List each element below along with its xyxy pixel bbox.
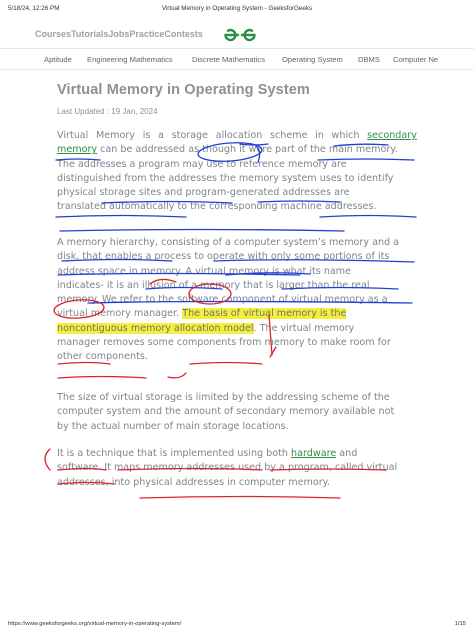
paragraph-line: address space in memory. A virtual memory is what its name [57,265,352,277]
print-date: 5/18/24, 12:26 PM [8,5,60,12]
highlighted-text: The basis of virtual memory is the [182,308,347,320]
paragraph-2 [57,236,417,365]
paragraph-line [57,307,417,321]
word: storage [171,130,209,141]
highlighted-text: noncontiguous memory allocation model [57,322,254,334]
underline-other-components [58,377,146,379]
underline-translated [60,230,344,232]
subnav-item-aptitude[interactable]: Aptitude [44,55,72,64]
text-run: . The virtual memory [253,322,355,334]
paragraph-line: disk, that enables a process to operate with only some portions of its [57,251,390,263]
word: scheme [269,130,308,141]
paragraph-line: addresses, into physical addresses in computer memory. [57,476,331,488]
underline-addresses-are [320,216,416,218]
underline-physical-storage [56,216,186,218]
text-run: and [336,448,358,459]
paragraph-line [57,143,417,157]
paragraph-line: The size of virtual storage is limited by the addressing scheme of the [57,392,390,403]
paragraph-line: indicates- it is an illusion of a memory that is larger than the real [57,279,370,291]
paragraph-line [57,322,417,336]
paragraph-line: physical storage sites and program-generated addresses are [57,187,350,199]
paragraph-line: distinguished from the addresses the memory system uses to identify [57,172,394,184]
subnav-item-engineering-mathematics[interactable]: Engineering Mathematics [87,55,173,64]
text-run: can be addressed as though it were part of the main memory. [97,144,398,156]
paragraph-line: A memory hierarchy, consisting of a computer system’s memory and a [57,237,400,248]
hardware-link[interactable]: hardware [291,448,337,459]
nav-link-courses[interactable]: Courses [35,29,72,39]
text-run: It is a technique that is implemented using both [57,448,292,459]
word: allocation [215,130,263,141]
nav-link-tutorials[interactable]: Tutorials [71,29,109,39]
print-page-number: 1/15 [454,621,466,627]
subnav-item-operating-system[interactable]: Operating System [282,55,343,64]
paragraph-line [57,129,417,143]
word: which [331,130,360,141]
tick-mark [168,373,186,378]
print-footer [8,621,466,627]
subnav-item-computer-networks[interactable]: Computer Ne [393,55,439,64]
nav-link-practice[interactable]: Practice [129,29,165,39]
paragraph-line: other components. [57,351,148,363]
article-header [57,82,417,116]
secondary-link[interactable]: secondary [367,130,417,141]
paragraph-3 [57,391,417,434]
paragraph-line: software. It maps memory addresses used by a program, called virtual [57,462,398,474]
paragraph-line: The addresses a program may use to reference memory are [57,158,347,170]
subnav-item-dbms[interactable]: DBMS [358,55,380,64]
nav-links [35,29,203,39]
nav-link-contests[interactable]: Contests [164,29,203,39]
text-run: virtual memory manager. [57,308,183,320]
word: in [315,130,324,141]
top-nav [0,24,474,46]
print-header [8,5,466,17]
memory-link[interactable]: memory [57,144,98,156]
subnav-item-discrete-mathematics[interactable]: Discrete Mathematics [192,55,266,64]
last-updated: Last Updated : 19 Jan, 2024 [57,107,158,116]
paragraph-1 [57,129,417,215]
paragraph-line: translated automatically to the corresponding machine addresses. [57,201,377,213]
gfg-logo-icon[interactable] [222,27,258,43]
open-bracket [45,449,50,470]
underline-physical-addresses [140,497,340,499]
paragraph-line: manager removes some components from memory to make room for [57,337,391,349]
paragraph-line: computer system and the amount of secondary memory available not [57,406,395,418]
article-title: Virtual Memory in Operating System [57,82,310,98]
word: Virtual [57,130,89,141]
topic-subnav [0,48,474,70]
nav-link-jobs[interactable]: Jobs [108,29,130,39]
paragraph-line: by the actual number of main storage locations. [57,420,289,432]
paragraph-line [57,447,417,461]
word: Memory [96,130,136,141]
paragraph-line: memory. We refer to the software component of virtual memory as a [57,294,388,306]
word: a [158,130,164,141]
print-url: https://www.geeksforgeeks.org/virtual-memory-in-operating-system/ [8,621,182,627]
paragraph-4 [57,447,417,490]
word: is [142,130,151,141]
print-page-title: Virtual Memory in Operating System - GeeksforGeeks [161,5,313,12]
